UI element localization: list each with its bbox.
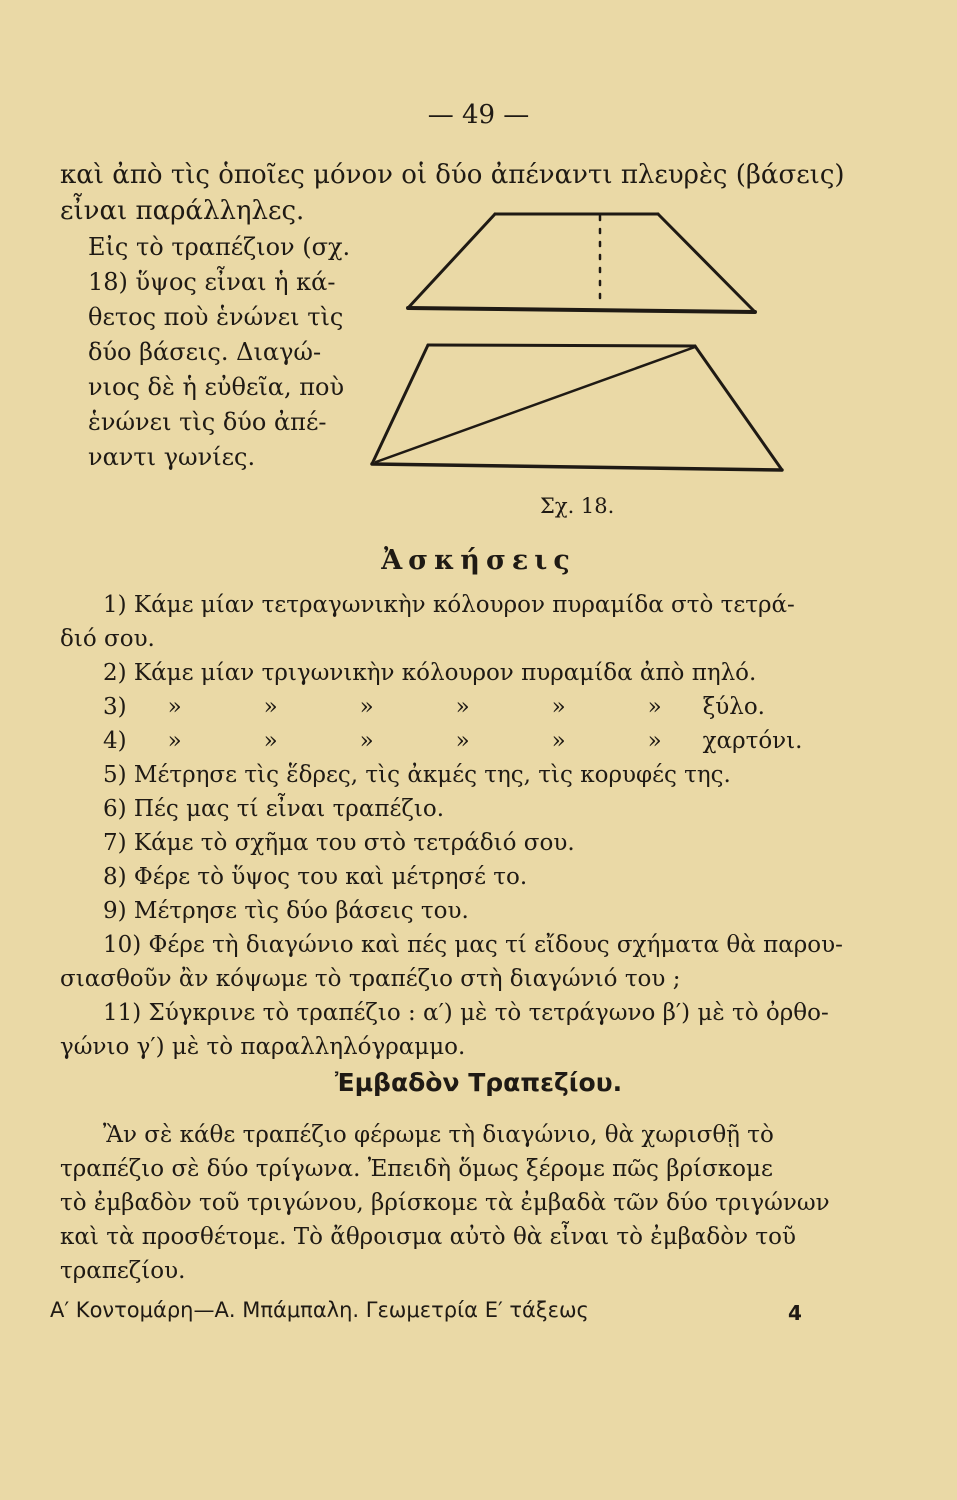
ditto-mark: » xyxy=(647,694,662,720)
trapezoid2-bottom-base xyxy=(372,464,782,470)
exercise-item-cont: σιασθοῦν ἂν κόψωμε τὸ τραπέζιο στὴ διαγώνιό του ; xyxy=(60,966,681,992)
area-heading: Ἐμβαδὸν Τραπεζίου. xyxy=(334,1068,623,1097)
ditto-mark: » xyxy=(551,728,566,754)
trapezoid2-right-side xyxy=(695,346,782,470)
side-line: θετος ποὺ ἑνώνει τὶς xyxy=(88,303,344,331)
exercise-item: 7) Κάμε τὸ σχῆμα του στὸ τετράδιό σου. xyxy=(103,830,575,856)
footer-credit: Α′ Κοντομάρη—Α. Μπάμπαλη. Γεωμετρία Ε′ τάξεως xyxy=(50,1298,589,1322)
exercise-number: 3) xyxy=(103,694,127,720)
exercise-item: 2) Κάμε μίαν τριγωνικὴν κόλουρον πυραμίδα ἀπὸ πηλό. xyxy=(103,660,757,686)
intro-line-1: καὶ ἀπὸ τὶς ὁποῖες μόνον οἱ δύο ἀπέναντι πλευρὲς (βάσεις) xyxy=(60,160,845,190)
exercise-list xyxy=(60,588,860,1064)
side-line: ναντι γωνίες. xyxy=(88,443,256,471)
exercise-item-cont: διό σου. xyxy=(60,626,155,652)
trapezoid-figure xyxy=(360,200,790,490)
exercise-item: 5) Μέτρησε τὶς ἕδρες, τὶς ἀκμές της, τὶς κορυφές της. xyxy=(103,762,731,788)
exercise-item: 8) Φέρε τὸ ὕψος του καὶ μέτρησέ το. xyxy=(103,864,528,890)
exercise-item: 6) Πές μας τί εἶναι τραπέζιο. xyxy=(103,796,445,822)
exercise-item-cont: γώνιο γ′) μὲ τὸ παραλληλόγραμμο. xyxy=(60,1034,466,1060)
exercise-item xyxy=(60,690,860,724)
trapezoid-right-side xyxy=(658,214,755,312)
trapezoid-left-side xyxy=(408,214,495,308)
side-line: Εἰς τὸ τραπέζιον (σχ. xyxy=(88,233,351,261)
trapezoid2-top-base xyxy=(428,345,695,346)
area-line: τὸ ἐμβαδὸν τοῦ τριγώνου, βρίσκομε τὰ ἐμβαδὰ τῶν δύο τριγώνων xyxy=(60,1190,830,1216)
area-line: Ἂν σὲ κάθε τραπέζιο φέρωμε τὴ διαγώνιο, θὰ χωρισθῇ τὸ xyxy=(103,1122,774,1148)
side-line: νιος δὲ ἡ εὐθεῖα, ποὺ xyxy=(88,373,345,401)
exercise-item: 10) Φέρε τὴ διαγώνιο καὶ πές μας τί εἴδους σχήματα θὰ παρου- xyxy=(103,932,843,958)
trapezoid-bottom-base xyxy=(408,308,755,312)
area-line: τραπέζιο σὲ δύο τρίγωνα. Ἐπειδὴ ὅμως ξέρομε πῶς βρίσκομε xyxy=(60,1156,773,1182)
ditto-mark: » xyxy=(647,728,662,754)
exercise-number: 4) xyxy=(103,728,127,754)
ditto-mark: » xyxy=(263,694,278,720)
exercise-material: ξύλο. xyxy=(702,694,765,720)
exercise-material: χαρτόνι. xyxy=(702,728,803,754)
exercises-heading: Ἀσκήσεις xyxy=(381,545,576,576)
page-number: — 49 — xyxy=(427,100,530,130)
area-line: καὶ τὰ προσθέτομε. Τὸ ἄθροισμα αὐτὸ θὰ εἶναι τὸ ἐμβαδὸν τοῦ xyxy=(60,1224,796,1250)
signature-number: 4 xyxy=(788,1301,802,1325)
ditto-mark: » xyxy=(359,694,374,720)
side-line: δύο βάσεις. Διαγώ- xyxy=(88,338,322,366)
area-line: τραπεζίου. xyxy=(60,1258,186,1284)
ditto-mark: » xyxy=(263,728,278,754)
ditto-mark: » xyxy=(359,728,374,754)
ditto-mark: » xyxy=(455,694,470,720)
side-paragraph xyxy=(88,230,351,475)
figure-caption: Σχ. 18. xyxy=(540,494,615,518)
side-line: ἑνώνει τὶς δύο ἀπέ- xyxy=(88,408,327,436)
exercise-item xyxy=(60,724,860,758)
trapezoid2-diagonal xyxy=(376,347,695,462)
ditto-mark: » xyxy=(551,694,566,720)
exercise-item: 11) Σύγκρινε τὸ τραπέζιο : α′) μὲ τὸ τετράγωνο β′) μὲ τὸ ὀρθο- xyxy=(103,1000,829,1026)
exercise-item: 1) Κάμε μίαν τετραγωνικὴν κόλουρον πυραμίδα στὸ τετρά- xyxy=(103,592,795,618)
side-line: 18) ὕψος εἶναι ἡ κά- xyxy=(88,268,336,296)
area-paragraph xyxy=(60,1118,840,1288)
exercise-item: 9) Μέτρησε τὶς δύο βάσεις του. xyxy=(103,898,469,924)
ditto-mark: » xyxy=(167,694,182,720)
ditto-mark: » xyxy=(167,728,182,754)
ditto-mark: » xyxy=(455,728,470,754)
intro-line-2: εἶναι παράλληλες. xyxy=(60,196,305,226)
